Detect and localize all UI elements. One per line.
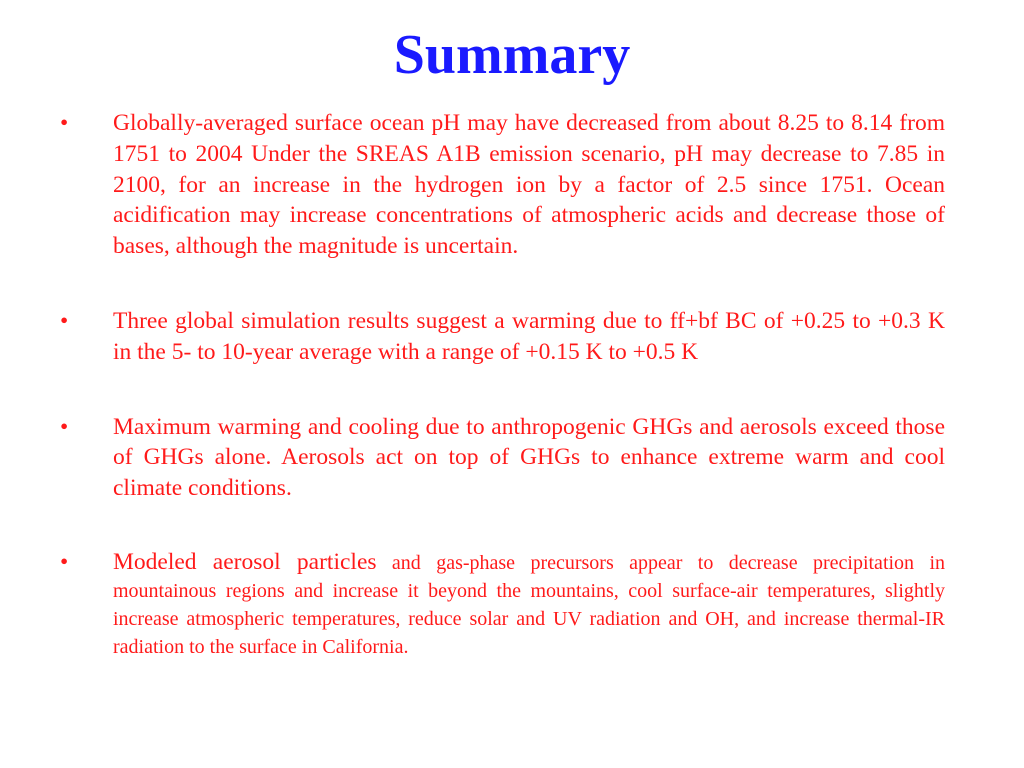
bullet-marker: • [60,307,69,334]
bullet-marker: • [60,413,69,440]
bullet-list [56,108,945,661]
bullet-text: Maximum warming and cooling due to anthropogenic GHGs and aerosols exceed those of GHGs alone. Aerosols act on top of GHGs to enhance extreme warm and cool climate conditions. [113,413,945,502]
bullet-item-ocean-ph [56,108,945,262]
bullet-item-bc-warming [56,306,945,368]
bullet-marker: • [60,110,69,136]
bullet-marker: • [60,548,69,575]
bullet-text: and gas-phase precursors appear to decrease precipitation in mountainous regions and increase it beyond the mountains, cool surface-air temperatures, slightly increase atmospheric temperatures, reduce solar and UV radiation and OH, and increase thermal-IR radiation to the surface in California. [113,551,945,658]
bullet-text: Globally-averaged surface ocean pH may have decreased from about 8.25 to 8.14 from 1751 to 2004 Under the SREAS A1B emission scenario, pH may decrease to 7.85 in 2100, for an increase in the hydrogen ion by a factor of 2.5 since 1751. Ocean acidification may increase concentrations of atmospheric acids and decrease those of bases, although the magnitude is uncertain. [113,110,945,260]
bullet-item-california-aerosols [56,548,945,661]
bullet-text: Three global simulation results suggest a warming due to ff+bf BC of +0.25 to +0.3 K in the 5- to 10-year average with a range of +0.15 K to +0.5 K [113,307,945,365]
bullet-lead-text: Modeled aerosol particles [113,548,377,575]
bullet-item-ghg-aerosols [56,412,945,504]
slide-title: Summary [393,24,631,86]
